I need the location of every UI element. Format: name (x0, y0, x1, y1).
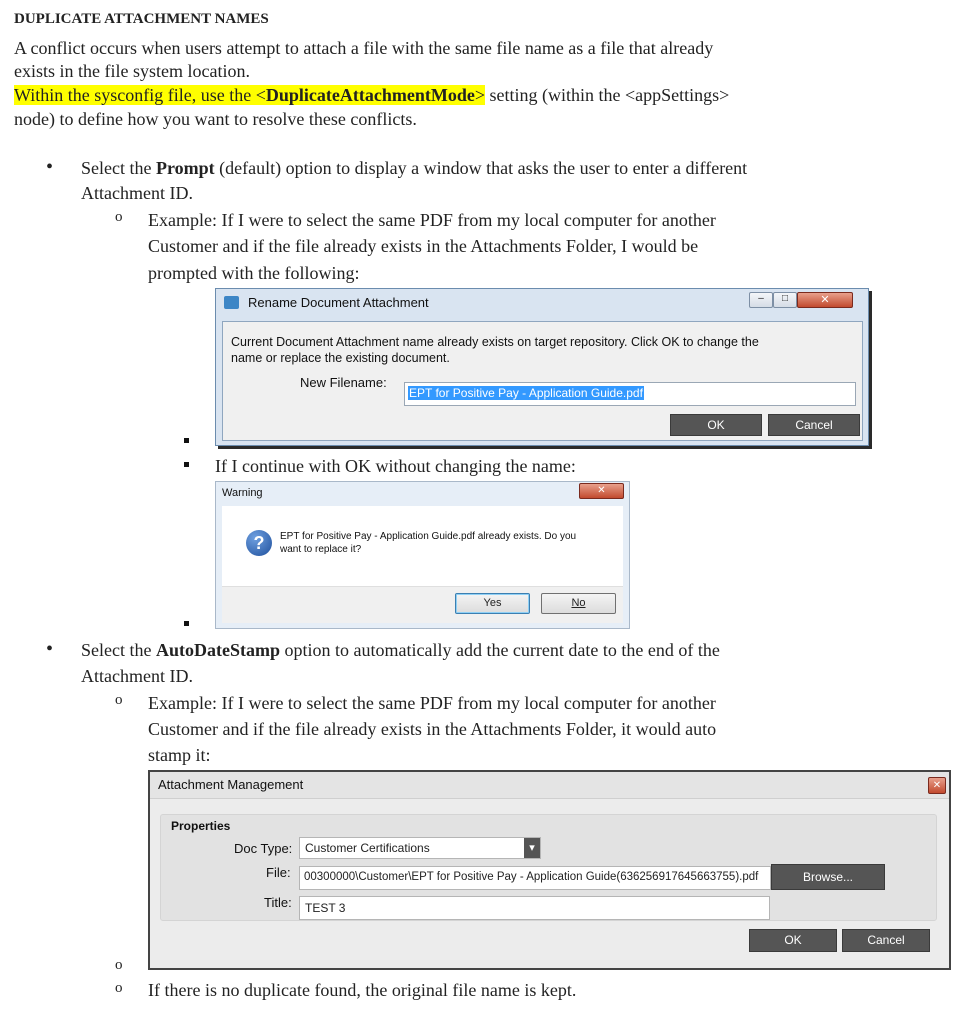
warning-body (222, 506, 623, 586)
close-button[interactable] (797, 292, 853, 308)
attachment-dialog (148, 770, 951, 970)
highlighted-text: Within the sysconfig file, use the <DuplicateAttachmentMode> (14, 85, 486, 105)
example-1-line-3: prompted with the following: (148, 263, 360, 283)
intro-line-1: A conflict occurs when users attempt to attach a file with the same file name as a file that already (14, 38, 714, 58)
new-filename-value: EPT for Positive Pay - Application Guide.pdf (409, 386, 643, 400)
new-filename-label: New Filename: (300, 375, 387, 390)
bullet-prompt-line-1: Select the Prompt (default) option to display a window that asks the user to enter a different (81, 158, 748, 178)
file-value: 00300000\Customer\EPT for Positive Pay - Application Guide(636256917645663755).pdf (304, 871, 759, 883)
question-icon: ? (246, 530, 272, 556)
warning-close-button[interactable] (579, 483, 624, 499)
square-bullet-marker (184, 438, 189, 443)
maximize-icon: □ (781, 293, 789, 304)
example-1-line-2: Customer and if the file already exists in the Attachments Folder, I would be (148, 236, 699, 256)
close-icon: ✕ (820, 294, 830, 306)
doctype-label: Doc Type: (234, 841, 293, 856)
close-icon: ✕ (932, 780, 942, 791)
bullet-prompt-line-2: Attachment ID. (81, 183, 193, 203)
minimize-icon: – (758, 293, 764, 304)
example-1-line-1: Example: If I were to select the same PDF from my local computer for another (148, 210, 716, 230)
ok-button[interactable]: OK (670, 414, 762, 436)
doctype-select[interactable] (299, 837, 541, 859)
ok-button[interactable]: OK (749, 929, 837, 952)
continue-ok-text: If I continue with OK without changing the name: (215, 456, 576, 476)
app-icon (224, 296, 239, 309)
intro-line-3: Within the sysconfig file, use the <DuplicateAttachmentMode> setting (within the <appSettings> (14, 85, 730, 105)
dialog-body (222, 321, 863, 441)
example-2-line-1: Example: If I were to select the same PDF from my local computer for another (148, 693, 716, 713)
square-bullet-marker (184, 621, 189, 626)
example-2-line-2: Customer and if the file already exists in the Attachments Folder, it would auto (148, 719, 717, 739)
close-icon: ✕ (597, 485, 606, 496)
intro-line-4: node) to define how you want to resolve these conflicts. (14, 109, 417, 129)
maximize-button[interactable] (773, 292, 797, 308)
title-input[interactable] (299, 896, 770, 920)
bullet-marker: • (46, 638, 54, 660)
dialog-message-2: name or replace the existing document. (231, 351, 450, 365)
rename-dialog (215, 288, 869, 446)
sub-bullet-marker: o (115, 980, 123, 996)
dialog-title: Rename Document Attachment (248, 295, 429, 310)
warning-title: Warning (222, 487, 263, 499)
minimize-button[interactable] (749, 292, 773, 308)
attachment-title: Attachment Management (158, 777, 304, 792)
file-input[interactable] (299, 866, 771, 890)
no-button[interactable]: No (541, 593, 616, 614)
bullet-marker: • (46, 156, 54, 178)
chevron-down-icon[interactable]: ▾ (524, 838, 540, 858)
file-label: File: (266, 865, 291, 880)
title-label: Title: (264, 895, 292, 910)
cancel-button[interactable]: Cancel (842, 929, 930, 952)
browse-button[interactable]: Browse... (771, 864, 885, 890)
warning-footer (222, 586, 623, 623)
no-duplicate-text: If there is no duplicate found, the original file name is kept. (148, 980, 577, 1000)
bullet-autodatestamp-line-2: Attachment ID. (81, 666, 193, 686)
dialog-message-1: Current Document Attachment name already exists on target repository. Click OK to change the (231, 335, 759, 349)
yes-button[interactable]: Yes (455, 593, 530, 614)
new-filename-input[interactable] (404, 382, 856, 406)
warning-message-1: EPT for Positive Pay - Application Guide.pdf already exists. Do you (280, 531, 577, 542)
sub-bullet-marker: o (115, 957, 123, 973)
sub-bullet-marker: o (115, 692, 123, 708)
example-2-line-3: stamp it: (148, 745, 211, 765)
properties-heading: Properties (171, 819, 231, 833)
bullet-autodatestamp-line-1: Select the AutoDateStamp option to automatically add the current date to the end of the (81, 640, 720, 660)
intro-line-2: exists in the file system location. (14, 61, 250, 81)
attachment-close-button[interactable] (928, 777, 946, 794)
warning-message-2: want to replace it? (280, 544, 362, 555)
properties-panel (160, 814, 937, 921)
cancel-button[interactable]: Cancel (768, 414, 860, 436)
warning-dialog (215, 481, 630, 629)
doctype-value: Customer Certifications (305, 841, 430, 855)
square-bullet-marker (184, 462, 189, 467)
title-value: TEST 3 (305, 901, 346, 915)
section-heading: DUPLICATE ATTACHMENT NAMES (14, 11, 269, 27)
sub-bullet-marker: o (115, 209, 123, 225)
